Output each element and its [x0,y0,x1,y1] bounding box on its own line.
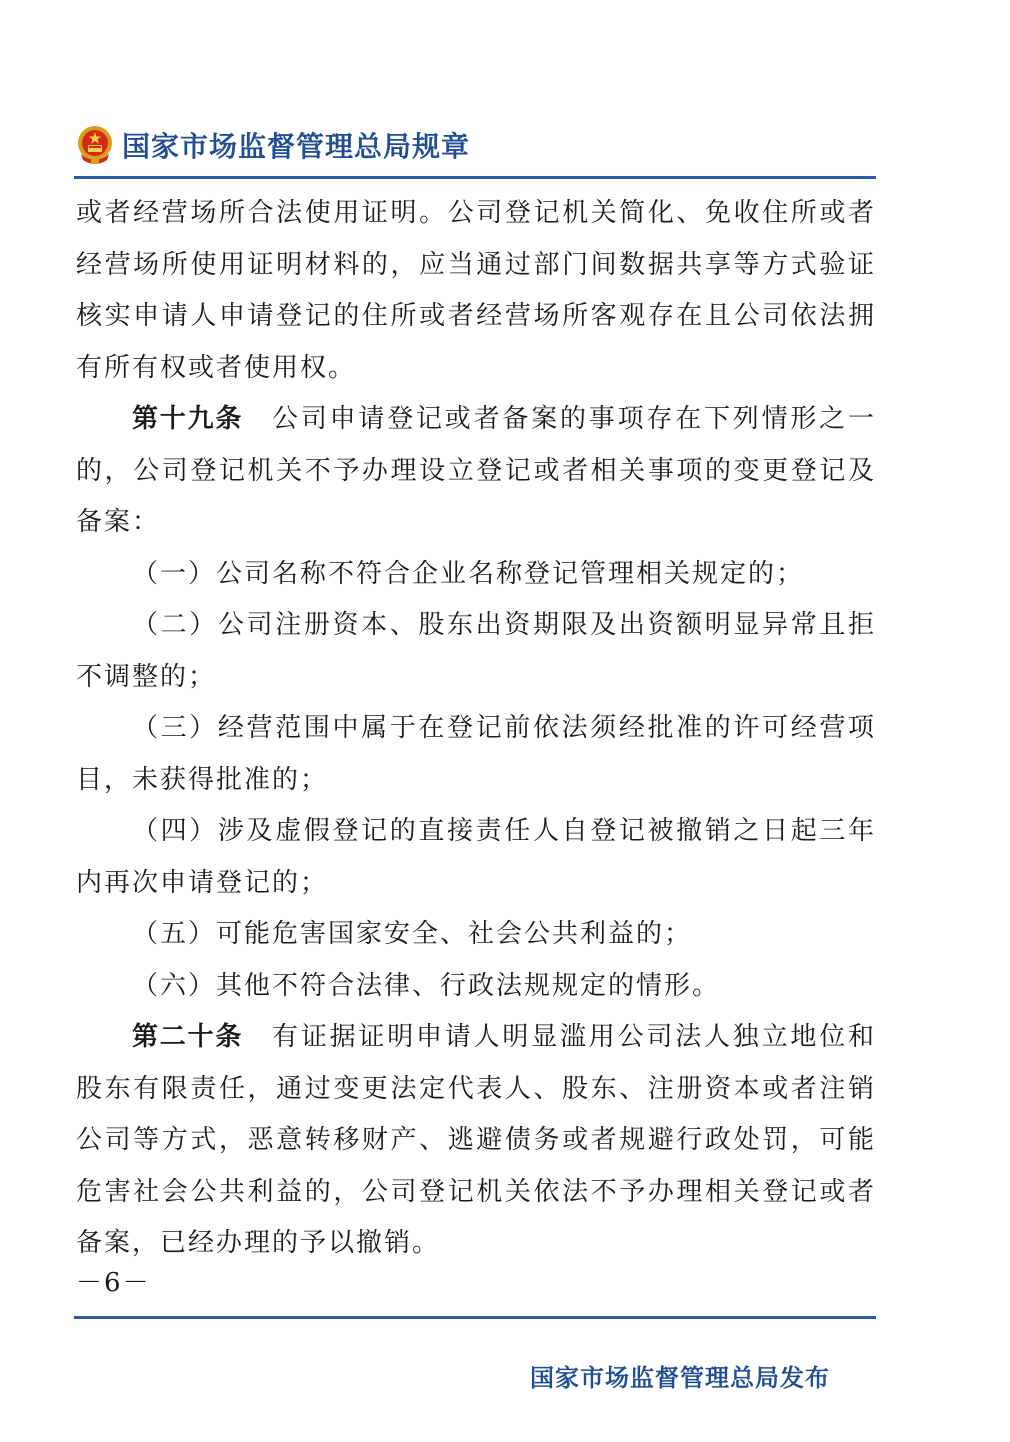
paragraph-continuation: 或者经营场所合法使用证明。公司登记机关简化、免收住所或者经营场所使用证明材料的，应当通过部门间数据共享等方式验证核实申请人申请登记的住所或者经营场所客观存在且公司依法拥有所有权或者使用权。 [76,198,876,383]
article-19-item-4: （四）涉及虚假登记的直接责任人自登记被撤销之日起三年内再次申请登记的； [76,816,876,898]
article-19-title: 第十九条 [132,404,244,434]
article-19-item-5: （五）可能危害国家安全、社会公共利益的； [132,919,693,949]
article-19-text: 公司申请登记或者备案的事项存在下列情形之一的，公司登记机关不予办理设立登记或者相关事项的变更登记及备案： [76,404,876,537]
article-20-title: 第二十条 [132,1022,244,1052]
article-19-item-1: （一）公司名称不符合企业名称登记管理相关规定的； [132,558,805,589]
article-19-item-2: （二）公司注册资本、股东出资期限及出资额明显异常且拒不调整的； [76,610,876,692]
article-19-item-3: （三）经营范围中属于在登记前依法须经批准的许可经营项目，未获得批准的； [76,713,876,795]
header-divider [74,176,876,179]
national-emblem-icon [76,124,114,166]
document-body [76,188,876,1270]
article-19-item-6: （六）其他不符合法律、行政法规规定的情形。 [132,970,721,1001]
page-number: －6－ [76,1268,151,1298]
page-header [76,120,470,170]
article-20 [76,1012,876,1270]
footer-divider [74,1316,876,1319]
footer-publisher: 国家市场监督管理总局发布 [530,1364,830,1392]
article-20-text: 有证据证明申请人明显滥用公司法人独立地位和股东有限责任，通过变更法定代表人、股东、注册资本或者注销公司等方式，恶意转移财产、逃避债务或者规避行政处罚，可能危害社会公共利益的，公司登记机关依法不予办理相关登记或者备案，已经办理的予以撤销。 [76,1022,876,1258]
article-19 [76,394,876,549]
header-title: 国家市场监督管理总局规章 [122,130,471,163]
